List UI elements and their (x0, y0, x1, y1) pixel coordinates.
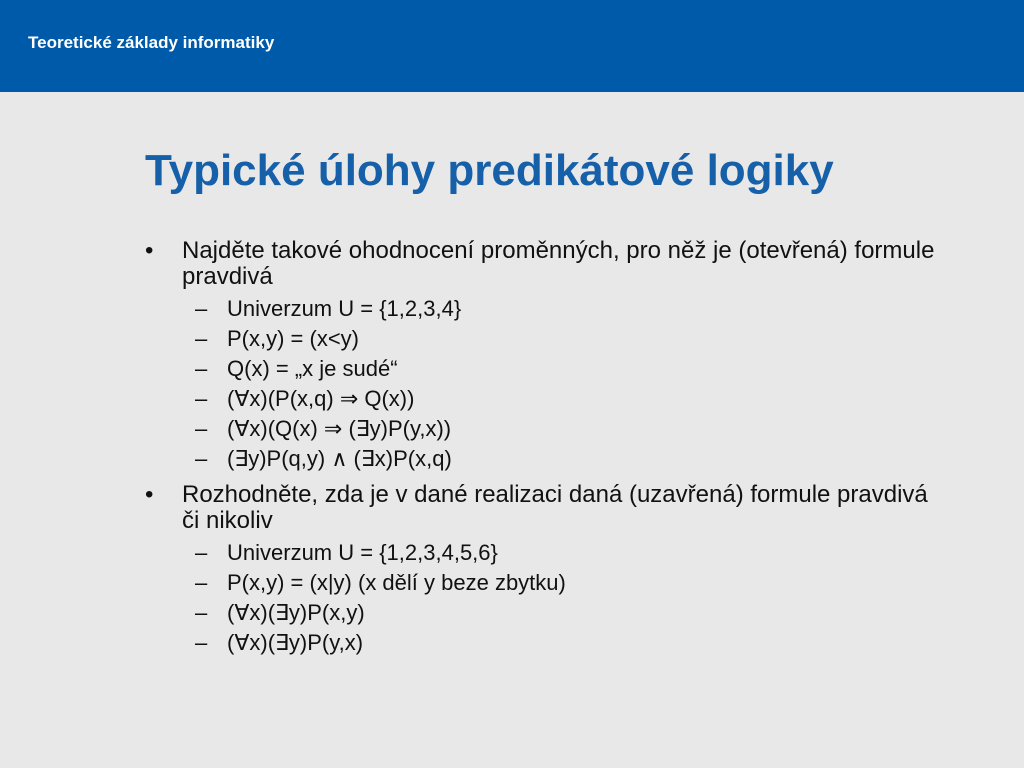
sub-item (145, 384, 945, 414)
dash-marker: – (195, 386, 208, 411)
page-title: Typické úlohy predikátové logiky (145, 146, 834, 195)
course-title: Teoretické základy informatiky (28, 33, 275, 52)
dash-marker: – (195, 446, 208, 471)
sub-item (145, 294, 945, 324)
bullet-item (145, 482, 945, 534)
dash-marker: – (195, 416, 208, 441)
dash-marker: – (195, 630, 208, 655)
sub-item (145, 414, 945, 444)
dash-marker: – (195, 570, 208, 595)
sub-item (145, 598, 945, 628)
sub-list (145, 294, 945, 474)
bullet-item (145, 238, 945, 290)
sub-item (145, 444, 945, 474)
dash-marker: – (195, 326, 208, 351)
dash-marker: – (195, 600, 208, 625)
sub-item-text: Q(x) = „x je sudé“ (227, 356, 398, 381)
bullet-text: Rozhodněte, zda je v dané realizaci daná (uzavřená) formule pravdivá či nikoliv (182, 481, 928, 534)
sub-item (145, 324, 945, 354)
dash-marker: – (195, 356, 208, 381)
sub-item-text: Univerzum U = {1,2,3,4,5,6} (227, 540, 498, 565)
sub-item-text: P(x,y) = (x|y) (x dělí y beze zbytku) (227, 570, 566, 595)
header-bar (0, 0, 1024, 92)
sub-item (145, 628, 945, 658)
dash-marker: – (195, 540, 208, 565)
sub-item-text: (∀x)(P(x,q) ⇒ Q(x)) (227, 386, 415, 411)
bullet-marker: • (145, 481, 154, 508)
sub-item-text: (∀x)(∃y)P(y,x) (227, 630, 364, 655)
content-list (145, 238, 945, 666)
bullet-text: Najděte takové ohodnocení proměnných, pro něž je (otevřená) formule pravdivá (182, 237, 935, 290)
sub-item-text: Univerzum U = {1,2,3,4} (227, 296, 462, 321)
sub-item (145, 354, 945, 384)
sub-item-text: (∀x)(Q(x) ⇒ (∃y)P(y,x)) (227, 416, 452, 441)
sub-item-text: (∀x)(∃y)P(x,y) (227, 600, 365, 625)
sub-list (145, 538, 945, 658)
sub-item-text: (∃y)P(q,y) ∧ (∃x)P(x,q) (227, 446, 452, 471)
dash-marker: – (195, 296, 208, 321)
bullet-marker: • (145, 237, 154, 264)
sub-item (145, 568, 945, 598)
sub-item-text: P(x,y) = (x<y) (227, 326, 360, 351)
sub-item (145, 538, 945, 568)
